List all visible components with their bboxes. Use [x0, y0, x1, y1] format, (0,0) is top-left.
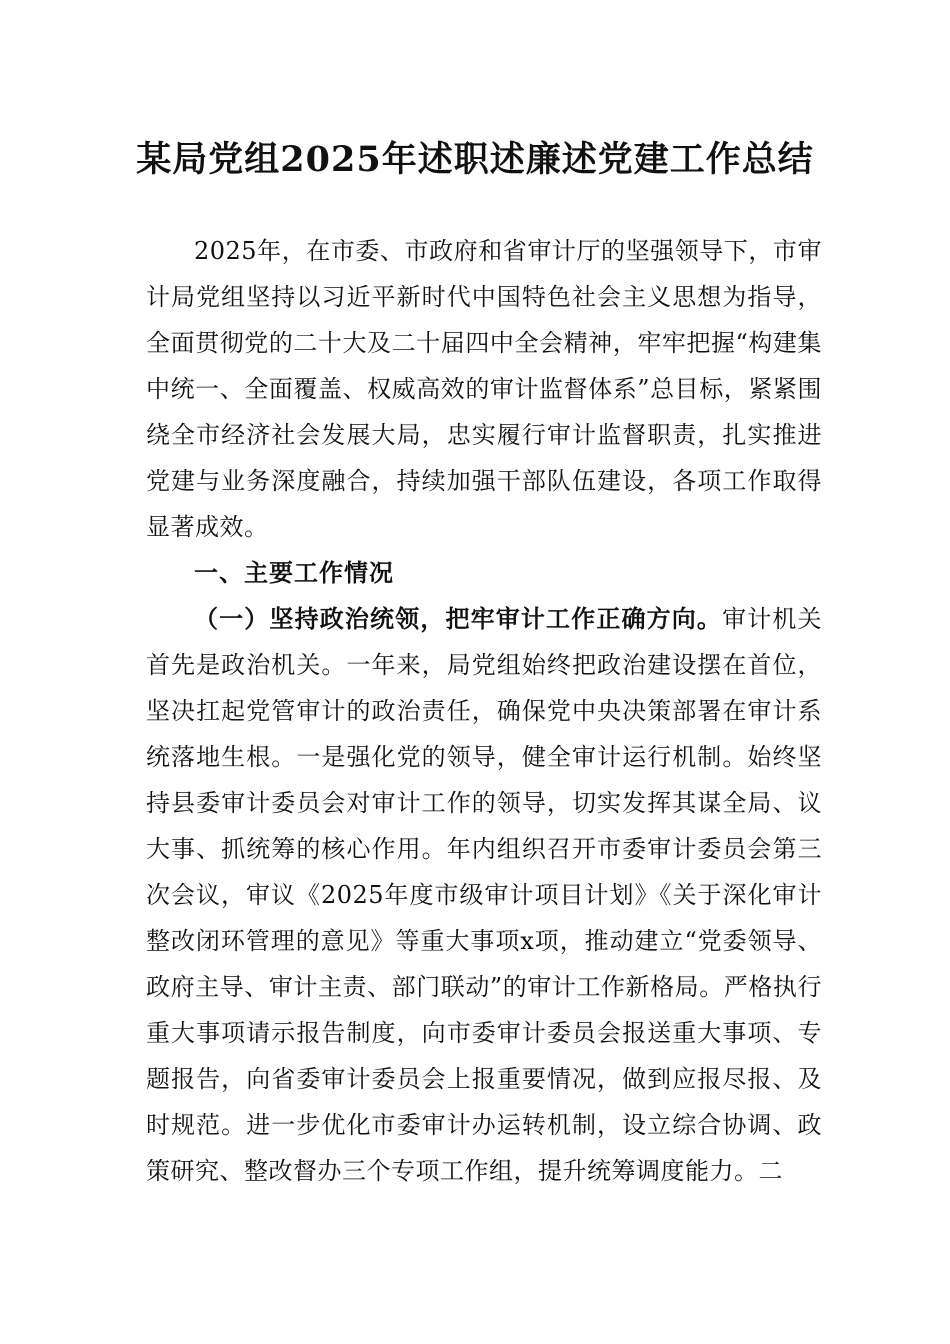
document-body: [146, 228, 822, 1194]
intro-paragraph: 2025年，在市委、市政府和省审计厅的坚强领导下，市审计局党组坚持以习近平新时代中国特色社会主义思想为指导，全面贯彻党的二十大及二十届四中全会精神，牢牢把握“构建集中统一、全面覆盖、权威高效的审计监督体系”总目标，紧紧围绕全市经济社会发展大局，忠实履行审计监督职责，扎实推进党建与业务深度融合，持续加强干部队伍建设，各项工作取得显著成效。: [146, 237, 822, 541]
section-1-sub-1-paragraph: [146, 596, 822, 1194]
section-1-sub-1-heading: （一）坚持政治统领，把牢审计工作正确方向。: [194, 604, 723, 633]
section-1-heading: 一、主要工作情况: [194, 559, 394, 587]
document-title: 某局党组2025年述职述廉述党建工作总结: [136, 139, 814, 180]
section-1-sub-1-text: 审计机关首先是政治机关。一年来，局党组始终把政治建设摆在首位，坚决扛起党管审计的政治责任，确保党中央决策部署在审计系统落地生根。一是强化党的领导，健全审计运行机制。始终坚持县委审计委员会对审计工作的领导，切实发挥其谋全局、议大事、抓统筹的核心作用。年内组织召开市委审计委员会第三次会议，审议《2025年度市级审计项目计划》《关于深化审计整改闭环管理的意见》等重大事项x项，推动建立“党委领导、政府主导、审计主责、部门联动”的审计工作新格局。严格执行重大事项请示报告制度，向市委审计委员会报送重大事项、专题报告，向省委审计委员会上报重要情况，做到应报尽报、及时规范。进一步优化市委审计办运转机制，设立综合协调、政策研究、整改督办三个专项工作组，提升统筹调度能力。二: [146, 605, 822, 1185]
